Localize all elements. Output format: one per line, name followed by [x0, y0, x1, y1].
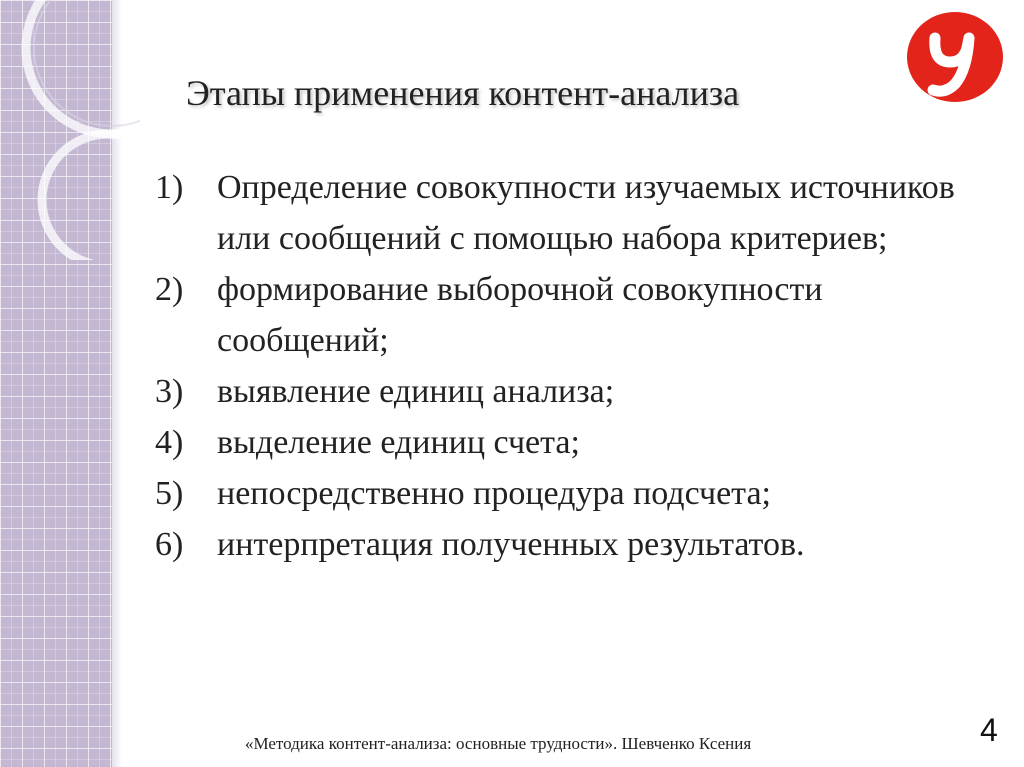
list-item — [155, 519, 995, 570]
step-text: выявление единиц анализа; — [217, 373, 615, 410]
list-item — [155, 162, 995, 264]
list-item — [155, 366, 995, 417]
step-text: Определение совокупности изучаемых источников или сообщений с помощью набора критериев; — [217, 169, 955, 257]
step-text: формирование выборочной совокупности сообщений; — [217, 271, 823, 359]
decorative-rings-icon — [0, 0, 140, 260]
step-number: 5) — [155, 475, 184, 512]
step-number: 1) — [155, 169, 184, 206]
step-number: 6) — [155, 526, 184, 563]
step-number: 2) — [155, 271, 184, 308]
step-text: непосредственно процедура подсчета; — [217, 475, 771, 512]
list-item — [155, 264, 995, 366]
page-number: 4 — [980, 712, 998, 748]
step-text: выделение единиц счета; — [217, 424, 580, 461]
step-number: 3) — [155, 373, 184, 410]
list-item — [155, 417, 995, 468]
step-number: 4) — [155, 424, 184, 461]
list-item — [155, 468, 995, 519]
step-text: интерпретация полученных результатов. — [217, 526, 805, 563]
steps-list — [155, 162, 995, 570]
slide-footer: «Методика контент-анализа: основные трудности». Шевченко Ксения — [245, 734, 752, 753]
university-logo-icon — [905, 10, 1005, 105]
slide-title: Этапы применения контент-анализа — [186, 73, 740, 113]
